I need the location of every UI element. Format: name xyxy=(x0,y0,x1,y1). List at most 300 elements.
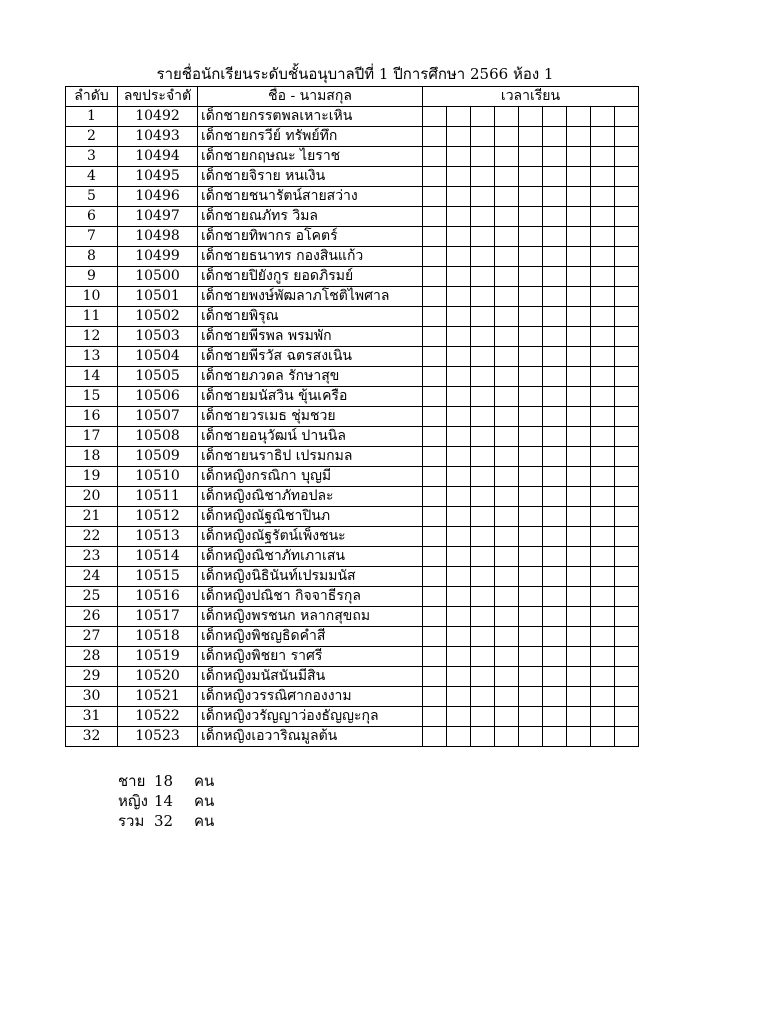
attendance-cell xyxy=(591,487,615,507)
attendance-cell xyxy=(495,127,519,147)
row-student-id: 10509 xyxy=(118,447,198,467)
attendance-cell xyxy=(447,407,471,427)
attendance-cell xyxy=(615,567,639,587)
attendance-cell xyxy=(471,567,495,587)
header-name: ชื่อ - นามสกุล xyxy=(198,87,423,107)
attendance-cell xyxy=(567,147,591,167)
attendance-cell xyxy=(471,687,495,707)
attendance-cell xyxy=(447,247,471,267)
attendance-cell xyxy=(447,327,471,347)
attendance-cell xyxy=(519,567,543,587)
row-no: 21 xyxy=(66,507,118,527)
row-no: 3 xyxy=(66,147,118,167)
attendance-cell xyxy=(567,547,591,567)
row-no: 4 xyxy=(66,167,118,187)
attendance-cell xyxy=(543,427,567,447)
row-no: 9 xyxy=(66,267,118,287)
table-row xyxy=(66,227,639,247)
row-student-id: 10495 xyxy=(118,167,198,187)
attendance-cell xyxy=(423,327,447,347)
attendance-cell xyxy=(495,627,519,647)
header-id: ลขประจำตั xyxy=(118,87,198,107)
attendance-cell xyxy=(543,207,567,227)
row-no: 29 xyxy=(66,667,118,687)
attendance-cell xyxy=(591,687,615,707)
attendance-cell xyxy=(423,127,447,147)
attendance-cell xyxy=(471,227,495,247)
attendance-cell xyxy=(591,587,615,607)
row-student-id: 10517 xyxy=(118,607,198,627)
student-roster-table xyxy=(65,86,639,747)
row-student-id: 10520 xyxy=(118,667,198,687)
row-student-name: เด็กหญิงปณิชา กิจจาธีรกุล xyxy=(198,587,423,607)
attendance-cell xyxy=(471,167,495,187)
attendance-cell xyxy=(567,467,591,487)
attendance-cell xyxy=(615,287,639,307)
attendance-cell xyxy=(567,427,591,447)
row-no: 2 xyxy=(66,127,118,147)
attendance-cell xyxy=(423,267,447,287)
table-row xyxy=(66,187,639,207)
attendance-cell xyxy=(519,447,543,467)
summary-unit: คน xyxy=(194,812,215,830)
attendance-cell xyxy=(591,347,615,367)
attendance-cell xyxy=(519,387,543,407)
attendance-cell xyxy=(567,327,591,347)
attendance-cell xyxy=(567,307,591,327)
attendance-cell xyxy=(543,107,567,127)
attendance-cell xyxy=(567,647,591,667)
summary-unit: คน xyxy=(194,792,215,810)
row-no: 31 xyxy=(66,707,118,727)
attendance-cell xyxy=(495,607,519,627)
table-row xyxy=(66,407,639,427)
row-student-name: เด็กชายอนุวัฒน์ ปานนิล xyxy=(198,427,423,447)
attendance-cell xyxy=(519,187,543,207)
attendance-cell xyxy=(591,707,615,727)
attendance-cell xyxy=(471,407,495,427)
summary-label: ชาย xyxy=(118,772,146,790)
attendance-cell xyxy=(567,127,591,147)
row-no: 12 xyxy=(66,327,118,347)
attendance-cell xyxy=(591,467,615,487)
attendance-cell xyxy=(519,687,543,707)
row-student-id: 10504 xyxy=(118,347,198,367)
attendance-cell xyxy=(543,227,567,247)
attendance-cell xyxy=(495,407,519,427)
attendance-cell xyxy=(471,127,495,147)
summary-block xyxy=(118,771,214,831)
row-no: 5 xyxy=(66,187,118,207)
row-student-name: เด็กหญิงวรรณิศากองงาม xyxy=(198,687,423,707)
attendance-cell xyxy=(519,667,543,687)
row-student-name: เด็กหญิงณัฐรัตน์เพ็งชนะ xyxy=(198,527,423,547)
attendance-cell xyxy=(615,167,639,187)
row-student-id: 10507 xyxy=(118,407,198,427)
attendance-cell xyxy=(495,547,519,567)
attendance-cell xyxy=(591,727,615,747)
table-row xyxy=(66,147,639,167)
attendance-cell xyxy=(543,687,567,707)
attendance-cell xyxy=(543,527,567,547)
attendance-cell xyxy=(495,107,519,127)
attendance-cell xyxy=(543,387,567,407)
attendance-cell xyxy=(543,287,567,307)
row-no: 27 xyxy=(66,627,118,647)
attendance-cell xyxy=(447,507,471,527)
row-no: 30 xyxy=(66,687,118,707)
attendance-cell xyxy=(567,267,591,287)
row-student-name: เด็กหญิงมนัสนันมีสิน xyxy=(198,667,423,687)
attendance-cell xyxy=(471,707,495,727)
attendance-cell xyxy=(471,547,495,567)
attendance-cell xyxy=(615,367,639,387)
attendance-cell xyxy=(567,587,591,607)
attendance-cell xyxy=(543,267,567,287)
table-row xyxy=(66,627,639,647)
attendance-cell xyxy=(591,207,615,227)
row-student-id: 10494 xyxy=(118,147,198,167)
table-row xyxy=(66,247,639,267)
attendance-cell xyxy=(471,367,495,387)
attendance-cell xyxy=(447,627,471,647)
attendance-cell xyxy=(543,727,567,747)
table-row xyxy=(66,327,639,347)
roster-body xyxy=(66,107,639,747)
row-no: 14 xyxy=(66,367,118,387)
attendance-cell xyxy=(519,647,543,667)
attendance-cell xyxy=(423,567,447,587)
row-student-name: เด็กชายมนัสวิน ขุ้นเครือ xyxy=(198,387,423,407)
attendance-cell xyxy=(471,207,495,227)
attendance-cell xyxy=(423,447,447,467)
attendance-cell xyxy=(447,227,471,247)
table-row xyxy=(66,547,639,567)
attendance-cell xyxy=(519,507,543,527)
attendance-cell xyxy=(591,547,615,567)
attendance-cell xyxy=(495,247,519,267)
attendance-cell xyxy=(567,407,591,427)
attendance-cell xyxy=(423,347,447,367)
attendance-cell xyxy=(471,467,495,487)
attendance-cell xyxy=(591,227,615,247)
table-row xyxy=(66,507,639,527)
table-row xyxy=(66,367,639,387)
row-student-id: 10508 xyxy=(118,427,198,447)
attendance-cell xyxy=(495,167,519,187)
attendance-cell xyxy=(567,507,591,527)
row-no: 20 xyxy=(66,487,118,507)
attendance-cell xyxy=(423,227,447,247)
attendance-cell xyxy=(423,147,447,167)
attendance-cell xyxy=(615,407,639,427)
attendance-cell xyxy=(567,367,591,387)
attendance-cell xyxy=(591,247,615,267)
attendance-cell xyxy=(519,107,543,127)
attendance-cell xyxy=(567,227,591,247)
attendance-cell xyxy=(447,707,471,727)
attendance-cell xyxy=(567,107,591,127)
attendance-cell xyxy=(567,667,591,687)
attendance-cell xyxy=(615,267,639,287)
row-student-name: เด็กชายพงษ์พัฒลาภโชติไพศาล xyxy=(198,287,423,307)
row-student-id: 10515 xyxy=(118,567,198,587)
attendance-cell xyxy=(519,147,543,167)
attendance-cell xyxy=(591,287,615,307)
attendance-cell xyxy=(567,347,591,367)
attendance-cell xyxy=(543,307,567,327)
attendance-cell xyxy=(567,287,591,307)
attendance-cell xyxy=(447,187,471,207)
attendance-cell xyxy=(615,687,639,707)
attendance-cell xyxy=(591,647,615,667)
attendance-cell xyxy=(615,207,639,227)
attendance-cell xyxy=(591,507,615,527)
attendance-cell xyxy=(495,727,519,747)
row-student-name: เด็กชายธนาทร กองสินแก้ว xyxy=(198,247,423,267)
page-title: รายชื่อนักเรียนระดับชั้นอนุบาลปีที่ 1 ปีการศึกษา 2566 ห้อง 1 xyxy=(156,65,554,83)
attendance-cell xyxy=(519,267,543,287)
attendance-cell xyxy=(543,147,567,167)
attendance-cell xyxy=(471,727,495,747)
row-student-name: เด็กหญิงกรณิกา บุญมี xyxy=(198,467,423,487)
attendance-cell xyxy=(543,507,567,527)
attendance-cell xyxy=(423,107,447,127)
attendance-cell xyxy=(567,627,591,647)
attendance-cell xyxy=(471,507,495,527)
row-student-name: เด็กชายภวดล รักษาสุข xyxy=(198,367,423,387)
row-student-id: 10505 xyxy=(118,367,198,387)
row-student-name: เด็กชายทิพากร อโคตร์ xyxy=(198,227,423,247)
table-row xyxy=(66,607,639,627)
attendance-cell xyxy=(495,347,519,367)
attendance-cell xyxy=(615,107,639,127)
attendance-cell xyxy=(519,547,543,567)
attendance-cell xyxy=(423,607,447,627)
attendance-cell xyxy=(423,287,447,307)
attendance-cell xyxy=(447,147,471,167)
row-student-id: 10492 xyxy=(118,107,198,127)
row-no: 18 xyxy=(66,447,118,467)
attendance-cell xyxy=(591,627,615,647)
header-no: ลำดับ xyxy=(66,87,118,107)
attendance-cell xyxy=(495,447,519,467)
attendance-cell xyxy=(495,587,519,607)
attendance-cell xyxy=(423,187,447,207)
attendance-cell xyxy=(447,367,471,387)
attendance-cell xyxy=(471,187,495,207)
attendance-cell xyxy=(423,387,447,407)
attendance-cell xyxy=(591,527,615,547)
attendance-cell xyxy=(471,427,495,447)
row-student-name: เด็กชายพีรวัส ฉตรสงเนิน xyxy=(198,347,423,367)
attendance-cell xyxy=(447,647,471,667)
attendance-cell xyxy=(423,547,447,567)
row-student-id: 10503 xyxy=(118,327,198,347)
row-student-id: 10521 xyxy=(118,687,198,707)
attendance-cell xyxy=(471,487,495,507)
attendance-cell xyxy=(495,227,519,247)
attendance-cell xyxy=(471,607,495,627)
attendance-cell xyxy=(495,467,519,487)
row-student-name: เด็กชายชนารัตน์สายสว่าง xyxy=(198,187,423,207)
attendance-cell xyxy=(567,487,591,507)
attendance-cell xyxy=(447,167,471,187)
attendance-cell xyxy=(567,687,591,707)
attendance-cell xyxy=(447,727,471,747)
row-student-name: เด็กหญิงวรัญญาว่องธัญญะกุล xyxy=(198,707,423,727)
attendance-cell xyxy=(471,287,495,307)
attendance-cell xyxy=(447,527,471,547)
attendance-cell xyxy=(471,667,495,687)
row-no: 1 xyxy=(66,107,118,127)
attendance-cell xyxy=(447,387,471,407)
attendance-cell xyxy=(591,447,615,467)
row-student-id: 10519 xyxy=(118,647,198,667)
row-student-id: 10512 xyxy=(118,507,198,527)
attendance-cell xyxy=(543,447,567,467)
attendance-cell xyxy=(591,147,615,167)
attendance-cell xyxy=(591,567,615,587)
attendance-cell xyxy=(615,527,639,547)
attendance-cell xyxy=(519,627,543,647)
attendance-cell xyxy=(543,587,567,607)
table-row xyxy=(66,587,639,607)
table-row xyxy=(66,347,639,367)
row-student-id: 10499 xyxy=(118,247,198,267)
attendance-cell xyxy=(447,447,471,467)
row-no: 28 xyxy=(66,647,118,667)
attendance-cell xyxy=(591,127,615,147)
row-student-name: เด็กชายนราธิป เปรมกมล xyxy=(198,447,423,467)
row-no: 11 xyxy=(66,307,118,327)
row-student-name: เด็กหญิงเอวาริณมูลต้น xyxy=(198,727,423,747)
attendance-cell xyxy=(615,147,639,167)
attendance-cell xyxy=(591,427,615,447)
attendance-cell xyxy=(423,167,447,187)
table-row xyxy=(66,127,639,147)
attendance-cell xyxy=(591,187,615,207)
attendance-cell xyxy=(423,647,447,667)
attendance-cell xyxy=(447,487,471,507)
row-no: 32 xyxy=(66,727,118,747)
row-student-id: 10501 xyxy=(118,287,198,307)
attendance-cell xyxy=(423,487,447,507)
attendance-cell xyxy=(615,607,639,627)
row-student-id: 10522 xyxy=(118,707,198,727)
attendance-cell xyxy=(495,207,519,227)
row-student-name: เด็กหญิงณิชาภัทอปละ xyxy=(198,487,423,507)
attendance-cell xyxy=(543,567,567,587)
row-student-id: 10523 xyxy=(118,727,198,747)
attendance-cell xyxy=(543,667,567,687)
attendance-cell xyxy=(591,387,615,407)
attendance-cell xyxy=(591,167,615,187)
row-no: 17 xyxy=(66,427,118,447)
table-row xyxy=(66,107,639,127)
attendance-cell xyxy=(543,467,567,487)
table-row xyxy=(66,307,639,327)
attendance-cell xyxy=(615,447,639,467)
summary-row xyxy=(118,791,214,811)
table-row xyxy=(66,287,639,307)
attendance-cell xyxy=(495,267,519,287)
row-student-name: เด็กหญิงณิชาภัทเภาเสน xyxy=(198,547,423,567)
attendance-cell xyxy=(423,507,447,527)
attendance-cell xyxy=(615,667,639,687)
table-row xyxy=(66,487,639,507)
row-student-name: เด็กหญิงณัฐณิชาปินภ xyxy=(198,507,423,527)
attendance-cell xyxy=(447,467,471,487)
row-student-name: เด็กชายกฤษณะ ไยราช xyxy=(198,147,423,167)
row-student-name: เด็กชายกรวีย์ ทรัพย์ทึก xyxy=(198,127,423,147)
attendance-cell xyxy=(519,527,543,547)
row-no: 7 xyxy=(66,227,118,247)
attendance-cell xyxy=(591,327,615,347)
attendance-cell xyxy=(495,367,519,387)
attendance-cell xyxy=(543,647,567,667)
attendance-cell xyxy=(495,427,519,447)
attendance-cell xyxy=(591,667,615,687)
attendance-cell xyxy=(495,327,519,347)
attendance-cell xyxy=(543,627,567,647)
attendance-cell xyxy=(471,387,495,407)
row-student-name: เด็กหญิงพิชยา ราศรี xyxy=(198,647,423,667)
attendance-cell xyxy=(567,527,591,547)
attendance-cell xyxy=(423,307,447,327)
attendance-cell xyxy=(447,127,471,147)
attendance-cell xyxy=(615,347,639,367)
attendance-cell xyxy=(543,707,567,727)
attendance-cell xyxy=(471,587,495,607)
attendance-cell xyxy=(519,467,543,487)
summary-row xyxy=(118,811,214,831)
attendance-cell xyxy=(495,707,519,727)
row-student-name: เด็กชายพีรพล พรมพัก xyxy=(198,327,423,347)
attendance-cell xyxy=(543,187,567,207)
attendance-cell xyxy=(543,547,567,567)
attendance-cell xyxy=(615,547,639,567)
table-row xyxy=(66,707,639,727)
attendance-cell xyxy=(495,667,519,687)
row-no: 23 xyxy=(66,547,118,567)
attendance-cell xyxy=(519,227,543,247)
attendance-cell xyxy=(615,387,639,407)
row-student-id: 10510 xyxy=(118,467,198,487)
attendance-cell xyxy=(519,487,543,507)
row-student-name: เด็กชายปิยังกูร ยอดภิรมย์ xyxy=(198,267,423,287)
attendance-cell xyxy=(615,647,639,667)
attendance-cell xyxy=(567,167,591,187)
attendance-cell xyxy=(615,427,639,447)
attendance-cell xyxy=(471,147,495,167)
table-row xyxy=(66,527,639,547)
attendance-cell xyxy=(519,127,543,147)
attendance-cell xyxy=(519,367,543,387)
attendance-cell xyxy=(519,167,543,187)
attendance-cell xyxy=(519,327,543,347)
attendance-cell xyxy=(591,407,615,427)
attendance-cell xyxy=(615,127,639,147)
attendance-cell xyxy=(543,327,567,347)
table-row xyxy=(66,647,639,667)
table-row xyxy=(66,567,639,587)
row-no: 19 xyxy=(66,467,118,487)
attendance-cell xyxy=(447,287,471,307)
attendance-cell xyxy=(615,307,639,327)
table-row xyxy=(66,727,639,747)
attendance-cell xyxy=(471,347,495,367)
